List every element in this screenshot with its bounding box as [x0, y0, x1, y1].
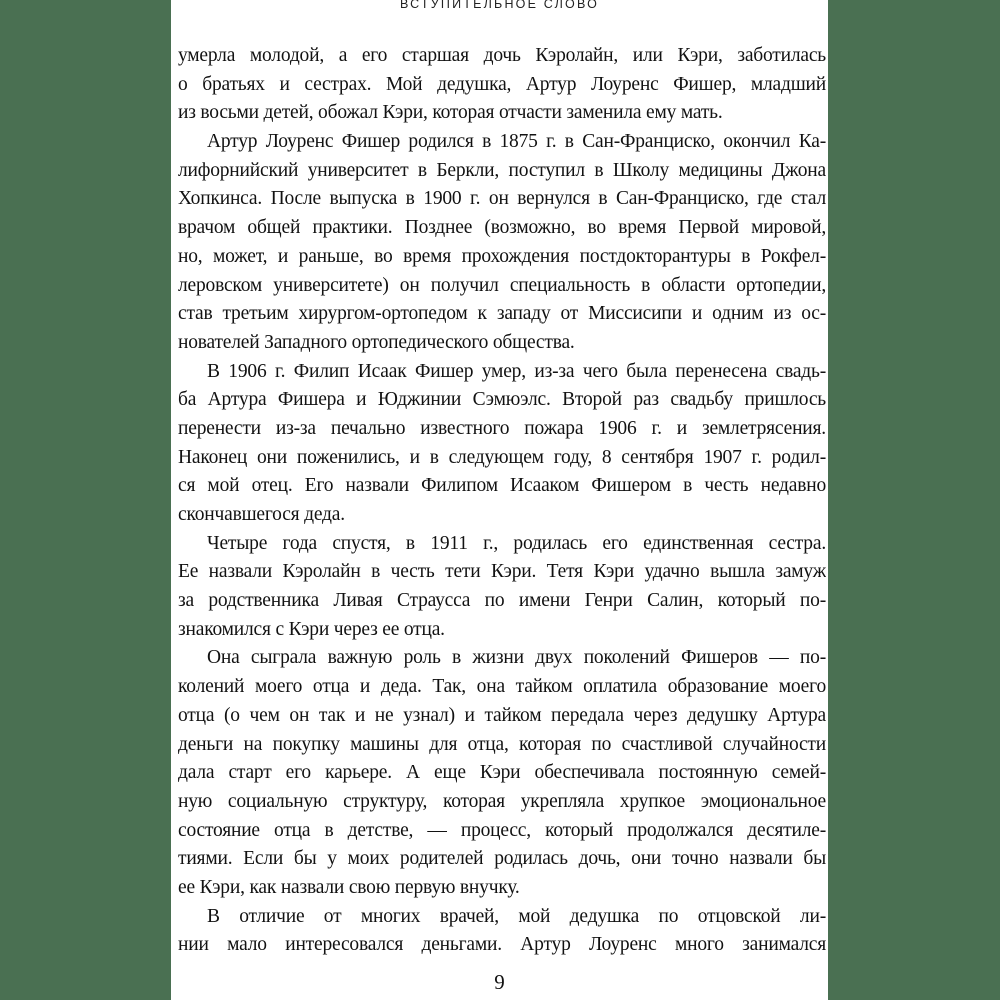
text-line: перенести из-за печально известного пожара 1906 г. и землетрясения. [178, 417, 826, 439]
text-line: лифорнийский университет в Беркли, поступил в Школу медицины Джона [178, 159, 826, 181]
text-line: дала старт его карьере. А еще Кэри обеспечивала постоянную семей- [178, 762, 826, 784]
text-line: леровском университете) он получил специальность в области ортопедии, [178, 274, 826, 296]
text-line: состояние отца в детстве, — процесс, который продолжался десятиле- [178, 819, 826, 841]
text-line: став третьим хирургом-ортопедом к западу от Миссисипи и одним из ос- [178, 303, 826, 325]
text-line: Четыре года спустя, в 1911 г., родилась его единственная сестра. [207, 532, 826, 554]
body-text [178, 42, 826, 960]
running-header: ВСТУПИТЕЛЬНОЕ СЛОВО [399, 0, 599, 11]
text-line: деньги на покупку машины для отца, которая по счастливой случайности [178, 733, 826, 755]
text-line: но, может, и раньше, во время прохождения постдокторантуры в Рокфел- [178, 245, 826, 267]
text-line: колений моего отца и деда. Так, она тайком оплатила образование моего [178, 676, 826, 698]
text-line: о братьях и сестрах. Мой дедушка, Артур Лоуренс Фишер, младший [178, 73, 826, 95]
book-page [171, 0, 828, 1000]
text-line: В 1906 г. Филип Исаак Фишер умер, из-за чего была перенесена свадь- [207, 360, 826, 382]
text-line: ее Кэри, как назвали свою первую внучку. [178, 876, 520, 898]
text-line: нии мало интересовался деньгами. Артур Лоуренс много занимался [178, 934, 826, 956]
text-line: врачом общей практики. Позднее (возможно, во время Первой мировой, [178, 217, 826, 239]
text-line: ся мой отец. Его назвали Филипом Исааком Фишером в честь недавно [178, 475, 826, 497]
text-line: знакомился с Кэри через ее отца. [178, 618, 445, 640]
text-line: ную социальную структуру, которая укрепляла хрупкое эмоциональное [178, 790, 826, 812]
text-line: нователей Западного ортопедического общества. [178, 331, 575, 353]
text-line: умерла молодой, а его старшая дочь Кэролайн, или Кэри, заботилась [178, 45, 826, 66]
text-line: отца (о чем он так и не узнал) и тайком передала через дедушку Артура [178, 704, 826, 726]
text-line: ба Артура Фишера и Юджинии Сэмюэлс. Второй раз свадьбу пришлось [178, 389, 826, 411]
text-line: Она сыграла важную роль в жизни двух поколений Фишеров — по- [207, 647, 826, 669]
text-line: Ее назвали Кэролайн в честь тети Кэри. Тетя Кэри удачно вышла замуж [178, 561, 826, 583]
text-line: скончавшегося деда. [178, 504, 345, 525]
text-line: Хопкинса. После выпуска в 1900 г. он вернулся в Сан-Франциско, где стал [178, 188, 826, 210]
text-line: за родственника Ливая Страусса по имени Генри Салин, который по- [178, 590, 826, 612]
text-line: В отличие от многих врачей, мой дедушка по отцовской ли- [207, 905, 826, 927]
text-line: Артур Лоуренс Фишер родился в 1875 г. в Сан-Франциско, окончил Ка- [207, 131, 826, 153]
text-line: из восьми детей, обожал Кэри, которая отчасти заменила ему мать. [178, 102, 723, 124]
text-line: тиями. Если бы у моих родителей родилась дочь, они точно назвали бы [178, 848, 826, 870]
page-number: 9 [494, 970, 505, 994]
text-line: Наконец они поженились, и в следующем году, 8 сентября 1907 г. родил- [178, 446, 826, 468]
